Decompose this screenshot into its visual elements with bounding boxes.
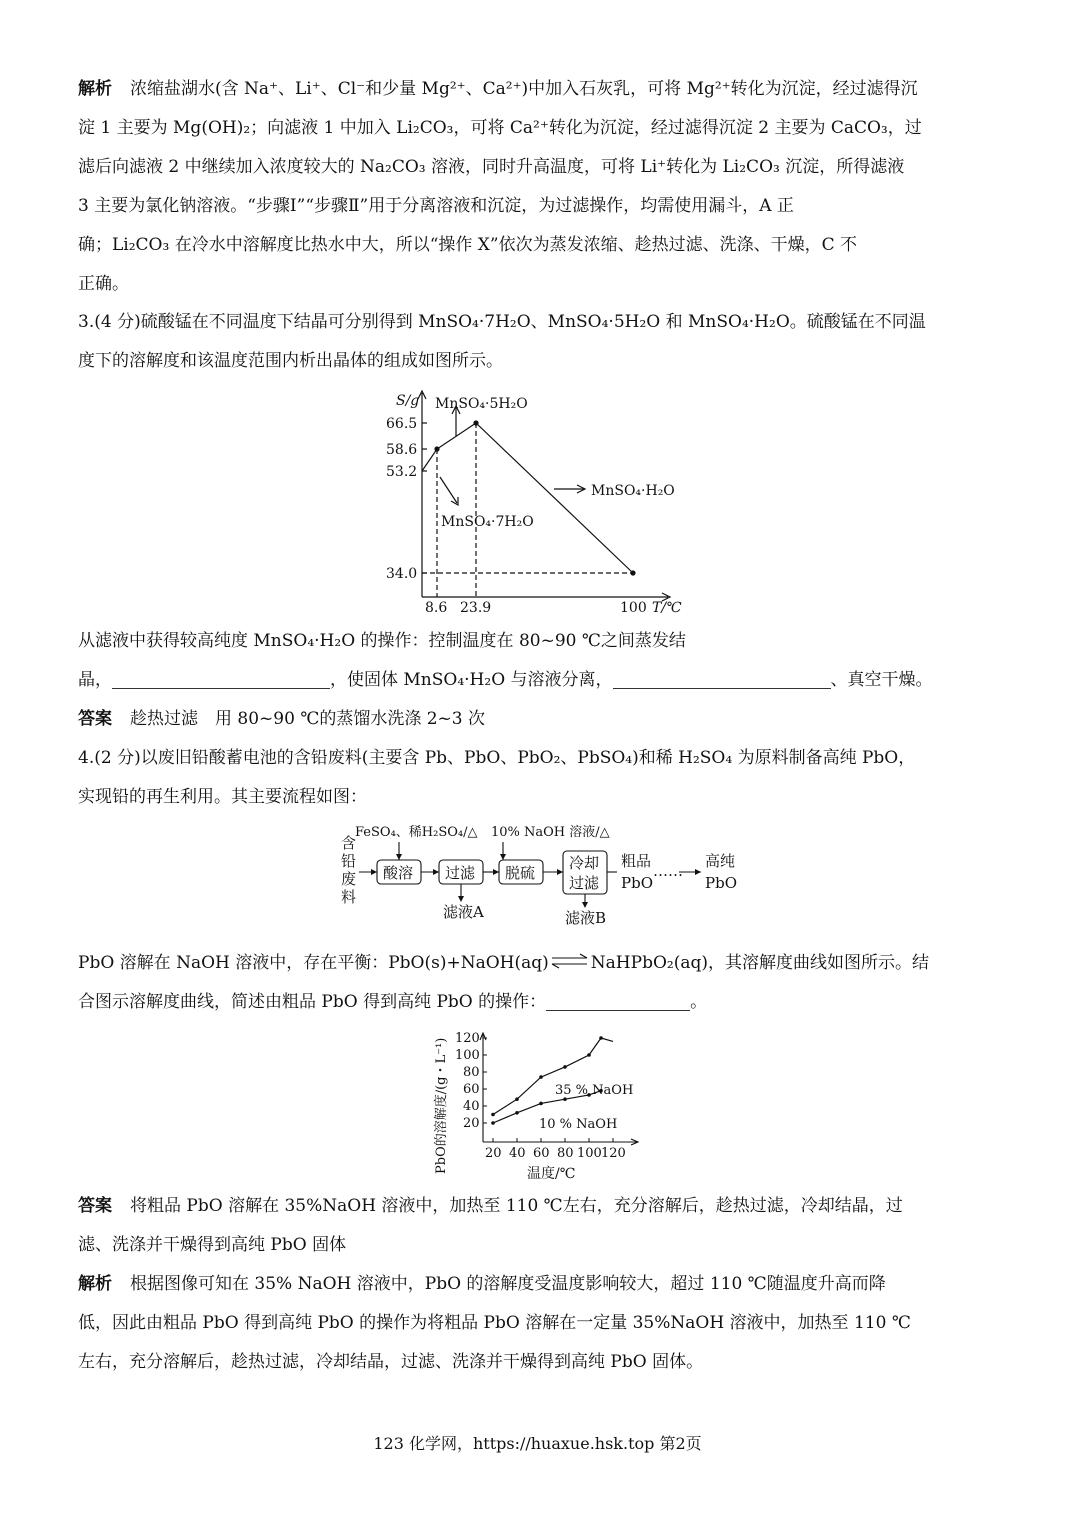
legend-10-naoh: 10 % NaOH: [539, 1117, 618, 1132]
analysis-label-2: 解析: [78, 1274, 112, 1294]
data-point: [539, 1075, 543, 1079]
step-cool-filter: 过滤: [569, 874, 600, 892]
crude-label: 粗品: [621, 852, 652, 870]
analysis-line-1: 解析 浓缩盐湖水(含 Na⁺、Li⁺、Cl⁻和少量 Mg²⁺、Ca²⁺)中加入石灰乳，可将 Mg²⁺转化为沉淀，经过滤得沉: [78, 79, 918, 99]
q4-analysis-line-1: 解析 根据图像可知在 35% NaOH 溶液中，PbO 的溶解度受温度影响较大，超过 110 ℃随温度升高而降: [78, 1274, 886, 1294]
label-mnso4-h2o: MnSO₄·H₂O: [591, 483, 675, 499]
step-acid-dissolve: 酸溶: [383, 864, 414, 882]
start-char-2: 铅: [341, 852, 357, 870]
q4-line-2: 实现铅的再生利用。其主要流程如图：: [78, 787, 367, 807]
analysis-line-6: 正确。: [78, 274, 129, 294]
xtick-label: 80: [557, 1146, 574, 1161]
ytick-label: 60: [463, 1082, 480, 1097]
step-desulfurize: 脱硫: [505, 864, 536, 882]
reagent-1: FeSO₄、稀H₂SO₄/△: [355, 825, 478, 840]
data-point: [515, 1097, 519, 1101]
analysis-line-5: 确；Li₂CO₃ 在冷水中溶解度比热水中大，所以“操作 X”依次为蒸发浓缩、趁热过滤、洗涤、干燥，C 不: [78, 235, 858, 255]
analysis-line-3: 滤后向滤液 2 中继续加入浓度较大的 Na₂CO₃ 溶液，同时升高温度，可将 Li⁺转化为 Li₂CO₃ 沉淀，所得滤液: [78, 157, 905, 177]
point-8.6: [434, 446, 439, 451]
chart2-x-axis-label: 温度/℃: [527, 1166, 576, 1182]
answer-label-2: 答案: [78, 1196, 112, 1216]
point-23.9: [473, 420, 478, 425]
q3-operation-line: 从滤液中获得较高纯度 MnSO₄·H₂O 的操作：控制温度在 80~90 ℃之间蒸发结: [78, 631, 686, 651]
step-cool: 冷却: [569, 854, 600, 872]
q3-line-1: 3.(4 分)硫酸锰在不同温度下结晶可分别得到 MnSO₄·7H₂O、MnSO₄·5H₂O 和 MnSO₄·H₂O。硫酸锰在不同温: [78, 312, 926, 332]
analysis-line-4: 3 主要为氯化钠溶液。“步骤Ⅰ”“步骤Ⅱ”用于分离溶液和沉淀，为过滤操作，均需使用漏斗，A 正: [78, 196, 794, 216]
q4-answer-line-1: 答案 将粗品 PbO 溶解在 35%NaOH 溶液中，加热至 110 ℃左右，充分溶解后，趁热过滤，冷却结晶，过: [78, 1196, 903, 1216]
legend-35-naoh: 35 % NaOH: [555, 1083, 634, 1098]
xtick-8.6: 8.6: [425, 600, 448, 616]
answer-label: 答案: [78, 709, 112, 729]
ytick-34.0: 34.0: [386, 566, 418, 582]
chart2-y-axis-label: PbO的溶解度/(g・L⁻¹): [434, 1037, 449, 1174]
step-filter: 过滤: [445, 864, 476, 882]
q4-analysis-line-2: 低，因此由粗品 PbO 得到高纯 PbO 的操作为将粗品 PbO 溶解在一定量 35%NaOH 溶液中，加热至 110 ℃: [78, 1313, 911, 1333]
ellipsis: ……: [653, 862, 683, 880]
y-axis-label: S/g: [396, 393, 420, 409]
q4-question-line: 合图示溶解度曲线，简述由粗品 PbO 得到高纯 PbO 的操作： 。: [78, 983, 998, 1022]
filtrate-a: 滤液A: [443, 903, 484, 921]
ytick-66.5: 66.5: [386, 416, 418, 432]
label-mnso4-7h2o: MnSO₄·7H₂O: [441, 514, 534, 530]
q3-fill-line: 晶， ，使固体 MnSO₄·H₂O 与溶液分离， 、真空干燥。: [78, 661, 998, 700]
blank-3[interactable]: [546, 988, 690, 1011]
page-footer: 123 化学网，https://huaxue.hsk.top 第2页: [373, 1434, 702, 1453]
q4-equilibrium-line: PbO 溶解在 NaOH 溶液中，存在平衡：PbO(s)+NaOH(aq) NaHPbO₂(aq)，其溶解度曲线如图所示。结: [78, 953, 929, 973]
xtick-label: 100: [577, 1146, 602, 1161]
data-point: [491, 1113, 495, 1117]
ytick-label: 20: [463, 1116, 480, 1131]
xtick-label: 120: [601, 1146, 626, 1161]
data-point: [587, 1053, 591, 1057]
data-point: [491, 1121, 495, 1125]
data-point: [515, 1111, 519, 1115]
series-35-naoh-line: [493, 1038, 613, 1115]
analysis-line-2: 淀 1 主要为 Mg(OH)₂；向滤液 1 中加入 Li₂CO₃，可将 Ca²⁺转化为沉淀，经过滤得沉淀 2 主要为 CaCO₃，过: [78, 118, 922, 138]
ytick-label: 80: [463, 1065, 480, 1080]
q3-answer: 答案 趁热过滤 用 80~90 ℃的蒸馏水洗涤 2~3 次: [78, 709, 486, 729]
filtrate-b: 滤液B: [565, 909, 607, 927]
reagent-2: 10% NaOH 溶液/△: [491, 825, 610, 840]
xtick-23.9: 23.9: [460, 600, 492, 616]
mnso4-solubility-figure: [370, 385, 700, 620]
data-point: [599, 1036, 603, 1040]
start-char-4: 料: [341, 888, 357, 906]
xtick-label: 40: [509, 1146, 526, 1161]
arrow-7h2o: [440, 477, 457, 503]
start-char-3: 废: [341, 870, 357, 888]
ytick-label: 40: [463, 1099, 480, 1114]
xtick-100: 100: [620, 600, 647, 616]
blank-2[interactable]: [613, 666, 831, 689]
q4-line-1: 4.(2 分)以废旧铅酸蓄电池的含铅废料(主要含 Pb、PbO、PbO₂、PbSO₄)和稀 H₂SO₄ 为原料制备高纯 PbO，: [78, 748, 916, 768]
process-flow-diagram: [335, 820, 755, 935]
ytick-label: 100: [455, 1048, 480, 1063]
label-mnso4-5h2o: MnSO₄·5H₂O: [435, 396, 528, 412]
q4-answer-line-2: 滤、洗涤并干燥得到高纯 PbO 固体: [78, 1235, 347, 1255]
xtick-label: 60: [533, 1146, 550, 1161]
data-point: [539, 1102, 543, 1106]
start-char-1: 含: [341, 834, 357, 852]
analysis-label: 解析: [78, 79, 112, 99]
blank-1[interactable]: [112, 666, 330, 689]
crude-pbo: PbO: [621, 874, 653, 892]
q3-line-2: 度下的溶解度和该温度范围内析出晶体的组成如图所示。: [78, 351, 503, 371]
equilibrium-arrows-icon: [549, 953, 591, 969]
ytick-58.6: 58.6: [386, 442, 418, 458]
pure-pbo: PbO: [705, 874, 737, 892]
xtick-label: 20: [485, 1146, 502, 1161]
x-axis-label: T/℃: [652, 600, 682, 616]
ytick-label: 120: [455, 1031, 480, 1046]
ytick-53.2: 53.2: [386, 464, 418, 480]
pure-label: 高纯: [705, 852, 736, 870]
point-100: [630, 570, 635, 575]
pbo-solubility-chart: [425, 1024, 645, 1184]
q4-analysis-line-3: 左右，充分溶解后，趁热过滤，冷却结晶，过滤、洗涤并干燥得到高纯 PbO 固体。: [78, 1352, 704, 1372]
data-point: [563, 1065, 567, 1069]
